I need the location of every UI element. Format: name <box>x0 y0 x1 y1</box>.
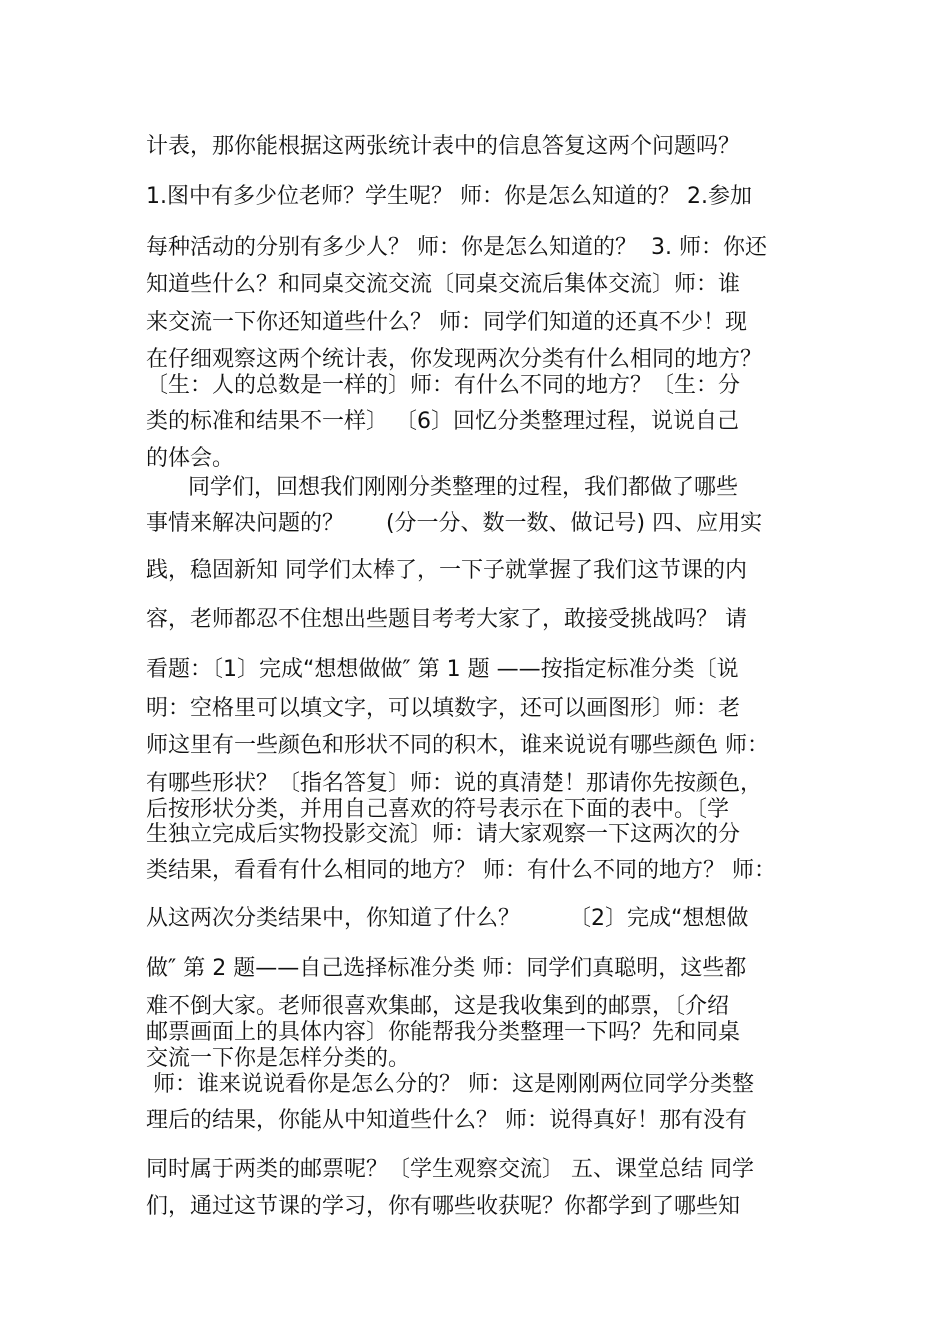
text-line: 师：谁来说说看你是怎么分的？ 师：这是刚刚两位同学分类整 <box>146 1072 754 1097</box>
text-line: 理后的结果，你能从中知道些什么？ 师：说得真好！那有没有 <box>146 1108 747 1133</box>
text-line: 1.图中有多少位老师？学生呢？ 师：你是怎么知道的？ 2.参加 <box>146 184 752 209</box>
text-line: 每种活动的分别有多少人？ 师：你是怎么知道的？ 3. 师：你还 <box>146 235 767 260</box>
text-line: 计表，那你能根据这两张统计表中的信息答复这两个问题吗？ <box>146 134 741 159</box>
text-line: 容，老师都忍不住想出些题目考考大家了，敢接受挑战吗？ 请 <box>146 607 747 632</box>
text-line: 事情来解决问题的？ (分一分、数一数、做记号) 四、应用实 <box>146 511 763 536</box>
text-line: 从这两次分类结果中，你知道了什么？ 〔2〕完成“想想做 <box>146 906 749 931</box>
text-line: 同时属于两类的邮票呢？〔学生观察交流〕 五、课堂总结 同学 <box>146 1157 754 1182</box>
text-line: 类结果，看看有什么相同的地方？ 师：有什么不同的地方？ 师： <box>146 858 776 883</box>
text-line: 〔生：人的总数是一样的〕师：有什么不同的地方？〔生：分 <box>146 373 741 398</box>
text-line: 看题：〔1〕完成“想想做做″ 第 1 题 ——按指定标准分类〔说 <box>146 657 739 682</box>
text-line: 的体会。 <box>146 446 235 471</box>
text-line: 类的标准和结果不一样〕 〔6〕回忆分类整理过程，说说自己 <box>146 409 739 434</box>
text-line: 生独立完成后实物投影交流〕师：请大家观察一下这两次的分 <box>146 822 741 847</box>
text-line: 来交流一下你还知道些什么？ 师：同学们知道的还真不少！现 <box>146 310 747 335</box>
text-line: 明：空格里可以填文字，可以填数字，还可以画图形〕师：老 <box>146 696 741 721</box>
text-line: 有哪些形状？〔指名答复〕师：说的真清楚！那请你先按颜色， <box>146 771 763 796</box>
text-line: 做″ 第 2 题——自己选择标准分类 师：同学们真聪明，这些都 <box>146 956 747 981</box>
text-line: 邮票画面上的具体内容〕你能帮我分类整理一下吗？先和同桌 <box>146 1020 741 1045</box>
text-line: 后按形状分类，并用自己喜欢的符号表示在下面的表中。〔学 <box>146 797 730 822</box>
text-line: 们，通过这节课的学习，你有哪些收获呢？你都学到了哪些知 <box>146 1194 741 1219</box>
text-line: 难不倒大家。老师很喜欢集邮，这是我收集到的邮票，〔介绍 <box>146 994 730 1019</box>
text-line: 在仔细观察这两个统计表，你发现两次分类有什么相同的地方？ <box>146 347 763 372</box>
text-line: 同学们，回想我们刚刚分类整理的过程，我们都做了哪些 <box>146 475 738 500</box>
text-line: 交流一下你是怎样分类的。 <box>146 1046 411 1071</box>
text-line: 师这里有一些颜色和形状不同的积木，谁来说说有哪些颜色 师： <box>146 733 769 758</box>
text-line: 践，稳固新知 同学们太棒了，一下子就掌握了我们这节课的内 <box>146 558 747 583</box>
text-line: 知道些什么？和同桌交流交流〔同桌交流后集体交流〕师：谁 <box>146 272 741 297</box>
